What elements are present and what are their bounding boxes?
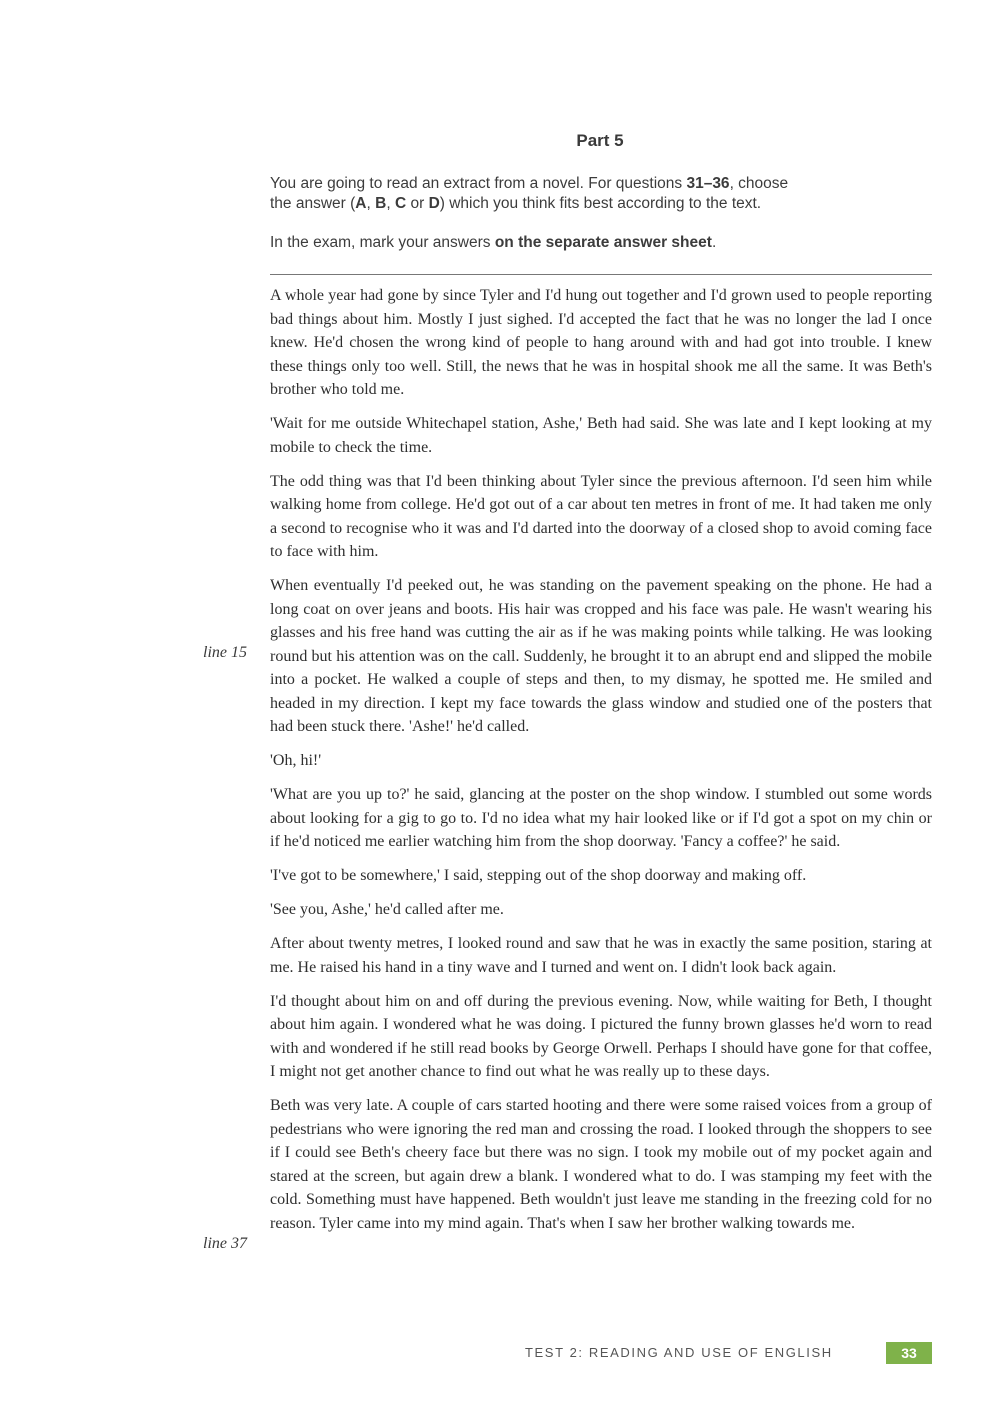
answer-sheet-emphasis: on the separate answer sheet bbox=[494, 234, 712, 251]
paragraph: 'See you, Ashe,' he'd called after me. bbox=[270, 901, 504, 918]
paragraph: When eventually I'd peeked out, he was standing on the pavement speaking on the phone. He had a long coat on over jeans and boots. His hair was cropped and his face was pale. He wasn't wearing his glasses and his free hand was cutting the air as if he was making points while talking. He was looking round but his attention was on the call. Suddenly, he brought it to an abrupt end and slipped the mobile into a pocket. He walked a couple of steps and then, to my dismay, he spotted me. He smiled and headed in my direction. I kept my face towards the glass window and studied one of the posters that had been stuck there. 'Ashe!' he'd called. bbox=[270, 577, 932, 735]
option-b: B bbox=[375, 195, 387, 212]
paragraph: 'What are you up to?' he said, glancing at the poster on the shop window. I stumbled out some words about looking for a gig to go to. I'd no idea what my hair looked like or if I'd got a spot on my chin or if he'd noticed me earlier watching him from the shop doorway. 'Fancy a coffee?' he said. bbox=[270, 786, 932, 850]
paragraph: 'Wait for me outside Whitechapel station, Ashe,' Beth had said. She was late and I kept looking at my mobile to check the time. bbox=[270, 415, 932, 456]
divider bbox=[270, 274, 932, 275]
instructions-text: , choose bbox=[729, 175, 789, 192]
separator: or bbox=[406, 195, 429, 212]
paragraph: Beth was very late. A couple of cars started hooting and there were some raised voices from a group of pedestrians who were ignoring the red man and crossing the road. I looked through the shoppers to see if I could see Beth's cheery face but there was no sign. I took my mobile out of my pocket again and stared at the screen, but again drew a blank. I wondered what to do. I was stamping my feet with the cold. Something must have happened. Beth wouldn't just leave me standing in the freezing cold for no reason. Tyler came into my mind again. That's when I saw her brother walking towards me. bbox=[270, 1097, 932, 1232]
instructions-text: You are going to read an extract from a novel. For questions bbox=[270, 175, 687, 192]
paragraph: After about twenty metres, I looked round and saw that he was in exactly the same position, staring at me. He raised his hand in a tiny wave and I turned and went on. I didn't look back again. bbox=[270, 935, 932, 976]
paragraph: 'Oh, hi!' bbox=[270, 752, 322, 769]
option-a: A bbox=[355, 195, 367, 212]
footer-section-label: TEST 2: READING AND USE OF ENGLISH bbox=[525, 1345, 833, 1360]
instructions-text: the answer ( bbox=[270, 195, 356, 212]
option-d: D bbox=[428, 195, 440, 212]
exam-note-text: . bbox=[711, 234, 717, 251]
separator: , bbox=[386, 195, 395, 212]
paragraph: The odd thing was that I'd been thinking about Tyler since the previous afternoon. I'd seen him while walking home from college. He'd got out of a car about ten metres in front of me. It had taken me only a second to recognise who it was and I'd darted into the doorway of a closed shop to avoid coming face to face with him. bbox=[270, 472, 932, 560]
separator: , bbox=[366, 195, 376, 212]
exam-note-text: In the exam, mark your answers bbox=[270, 234, 495, 251]
instructions bbox=[270, 174, 870, 214]
line-15-marker: line 15 bbox=[203, 644, 247, 661]
exam-note bbox=[270, 233, 870, 253]
paragraph: 'I've got to be somewhere,' I said, stepping out of the shop doorway and making off. bbox=[270, 867, 807, 884]
instructions-text: ) which you think fits best according to the text. bbox=[439, 195, 762, 212]
question-range: 31–36 bbox=[686, 175, 730, 192]
line-37-marker: line 37 bbox=[203, 1235, 247, 1252]
page-number-badge: 33 bbox=[886, 1342, 932, 1364]
paragraph: I'd thought about him on and off during the previous evening. Now, while waiting for Beth, I thought about him again. I wondered what he was doing. I pictured the funny brown glasses he'd worn to read with and wondered if he still read books by George Orwell. Perhaps I should have gone for that coffee, I might not get another chance to find out what he was really up to these days. bbox=[270, 992, 932, 1080]
page-title: Part 5 bbox=[576, 131, 624, 150]
option-c: C bbox=[394, 195, 407, 212]
paragraph: A whole year had gone by since Tyler and I'd hung out together and I'd grown used to people reporting bad things about him. Mostly I just sighed. I'd accepted the fact that he was no longer the lad I once knew. He'd chosen the wrong kind of people to hang around with and had got into trouble. I knew these things only too well. Still, the news that he was in hospital shook me all the same. It was Beth's brother who told me. bbox=[270, 287, 932, 398]
reading-passage bbox=[270, 284, 932, 1246]
